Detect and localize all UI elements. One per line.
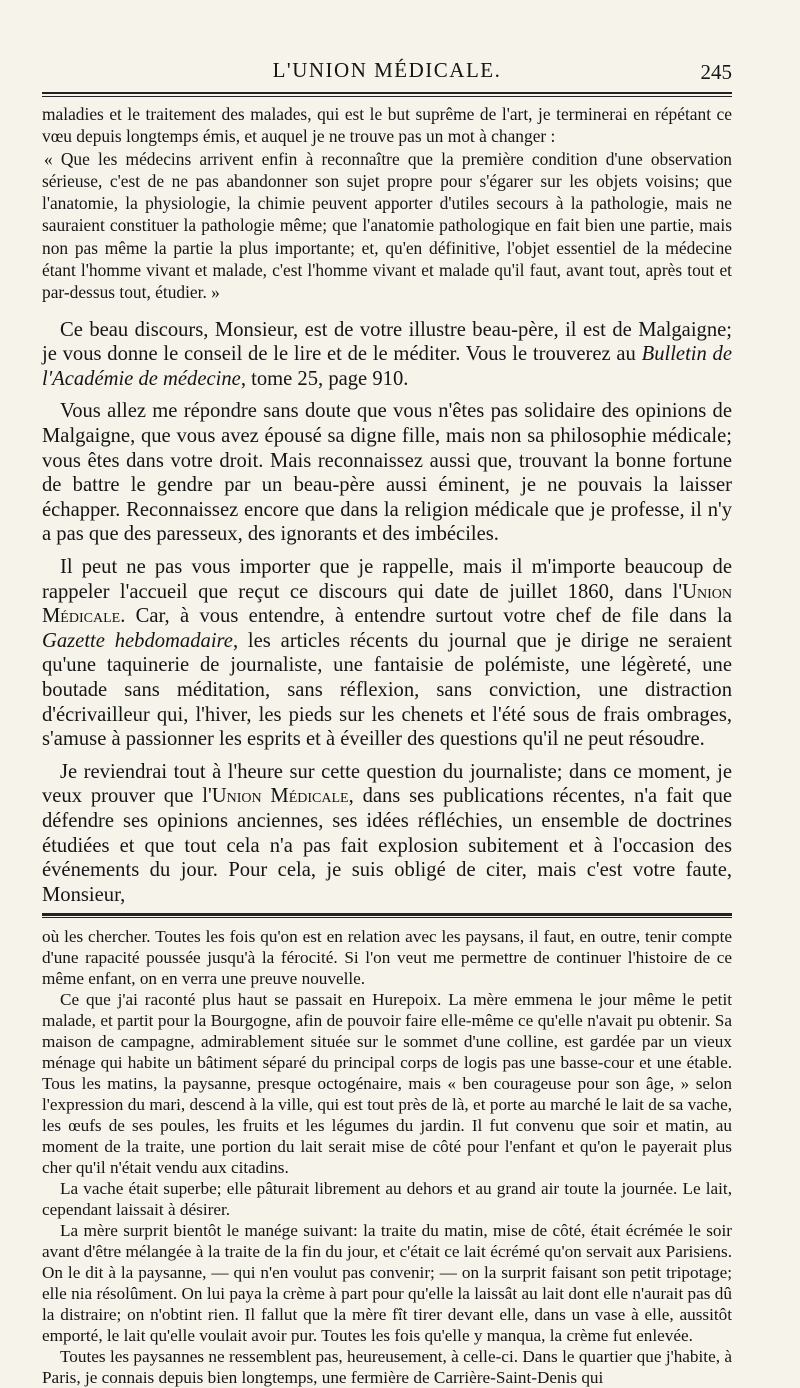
text-run: Il peut ne pas vous importer que je rappelle, mais il m'importe beaucoup de rappeler l'accueil que reçut ce discours qui date de juillet 1860, dans l' (42, 556, 732, 603)
page-header (42, 52, 732, 90)
paragraph: Vous allez me répondre sans doute que vous n'êtes pas solidaire des opinions de Malgaigne, que vous avez épousé sa digne fille, mais non sa philosophie médicale; vous êtes dans votre droit. Mais reconnaissez aussi que, trouvant la bonne fortune de battre le gendre par un beau-père aussi éminent, je ne pouvais la laisser échapper. Reconnaissez encore que dans la religion médicale que je professe, il n'y a pas que des paresseux, des ignorants et des imbéciles. (42, 400, 732, 546)
bulletin-reference: Bulletin de l'Académie de médecine (42, 343, 732, 390)
paragraph: La vache était superbe; elle pâturait librement au dehors et au grand air toute la journée. Le lait, cependant laissait à désirer. (42, 1179, 732, 1220)
main-article (42, 103, 732, 907)
text-run: Je reviendrai tout à l'heure sur cette question du journaliste; dans ce moment, je veux prouver que l' (42, 760, 732, 808)
text-run: , dans ses publications récentes, n'a fait que défendre ses opinions anciennes, ses idées réfléchies, un ensemble de doctrines étudiées et que tout cela n'a pas fait explosion subitement et à l'occasion des événements du jour. Pour cela, je suis obligé de citer, mais c'est votre faute, Monsieur, (42, 785, 733, 906)
running-title: L'UNION MÉDICALE. (272, 58, 502, 82)
quotation-lead-in: maladies et le traitement des malades, qui est le but suprême de l'art, je terminerai en répétant ce vœu depuis longtemps émis, et auquel je ne trouve pas un mot à changer : (42, 104, 732, 147)
quotation-block (42, 103, 732, 304)
paragraph: La mère surprit bientôt le manége suivant: la traite du matin, mise de côté, était écrémée le soir avant d'être mélangée à la traite de la fin du jour, et c'était ce lait écrémé qu'on servait aux Parisiens. On le dit à la paysanne, — qui n'en voulut pas convenir; — on la surprit faisant son petit tripotage; elle nia résolûment. On lui paya la crème à part pour qu'elle la laissât au lait dont elle n'aurait pas dû la distraire; on n'obtint rien. Il fallut que la mère fît tirer devant elle, dans un vase à elle, aussitôt emporté, le lait qu'elle voulait avoir pur. Toutes les fois qu'elle y manqua, la crème fut enlevée. (42, 1221, 732, 1346)
paragraph: Toutes les paysannes ne ressemblent pas, heureusement, à celle-ci. Dans le quartier que j'habite, à Paris, je connais depuis bien longtemps, une fermière de Carrière-Saint-Denis qui (42, 1347, 732, 1388)
paragraph: Ce que j'ai raconté plus haut se passait en Hurepoix. La mère emmena le jour même le petit malade, et partit pour la Bourgogne, afin de pouvoir faire elle-même ce qu'elle n'avait pu obtenir. Sa maison de campagne, admirablement située sur le sommet d'une colline, est gardée par un vieux ménage qui habite un bâtiment séparé du principal corps de logis pas une basse-cour et une étable. Tous les matins, la paysanne, presque octogénaire, mais « ben courageuse pour son âge, » selon l'expression du mari, descend à la ville, qui est tout près de là, et porte au marché le lait de sa vache, les œufs de ses poules, les fruits et les légumes du jardin. Il fut convenu que soir et matin, au moment de la traite, une portion du lait serait mise de côté pour l'enfant et qu'on le payerait plus cher qu'il n'était vendu aux citadins. (42, 990, 732, 1178)
text-run: . Car, à vous entendre, à entendre surtout votre chef de file dans la (120, 605, 732, 628)
text-run: , tome 25, page 910. (240, 367, 409, 390)
paragraph (42, 555, 732, 752)
feuilleton (42, 926, 732, 1388)
page-number: 245 (700, 60, 732, 84)
quotation-text: « Que les médecins arrivent enfin à reconnaître que la première condition d'une observation sérieuse, c'est de ne pas abandonner son sujet propre pour s'égarer sur les objets voisins; que l'anatomie, la physiologie, la chimie peuvent apporter d'utiles secours à la pathologie, mais ne sauraient constituer la pathologie même; que l'anatomie pathologique en fait bien une partie, mais non pas même la partie la plus importante; et, qu'en définitive, l'objet essentiel de la médecine étant l'homme vivant et malade, c'est l'homme vivant et malade qu'il faut, avant tout, après tout et par-dessus tout, étudier. » (42, 148, 732, 303)
journal-name: Union Médicale (211, 785, 349, 808)
header-rule (42, 92, 732, 97)
text-run: Ce beau discours, Monsieur, est de votre illustre beau-père, il est de Malgaigne; je vous donne le conseil de le lire et de le méditer. Vous le trouverez au (42, 318, 732, 366)
paragraph (42, 760, 732, 908)
text-run: , les articles récents du journal que je dirige ne seraient qu'une taquinerie de journaliste, une fantaisie de polémiste, une légèreté, une boutade sans méditation, sans réflexion, sans conviction, une distraction d'écrivailleur qui, l'hiver, les pieds sur les chenets et l'été sous de frais ombrages, s'amuse à passionner les esprits et à éveiller des questions qu'il ne peut résoudre. (42, 629, 732, 751)
paragraph (42, 318, 732, 392)
main-body (42, 318, 732, 908)
journal-name: Union Médicale (42, 580, 732, 628)
feuilleton-rule (42, 913, 732, 918)
gazette-name: Gazette hebdomadaire (42, 629, 233, 652)
paragraph: où les chercher. Toutes les fois qu'on est en relation avec les paysans, il faut, en outre, tenir compte d'une rapacité poussée jusqu'à la férocité. Si l'on veut me permettre de continuer l'histoire de ce même enfant, on en verra une preuve nouvelle. (42, 927, 732, 989)
